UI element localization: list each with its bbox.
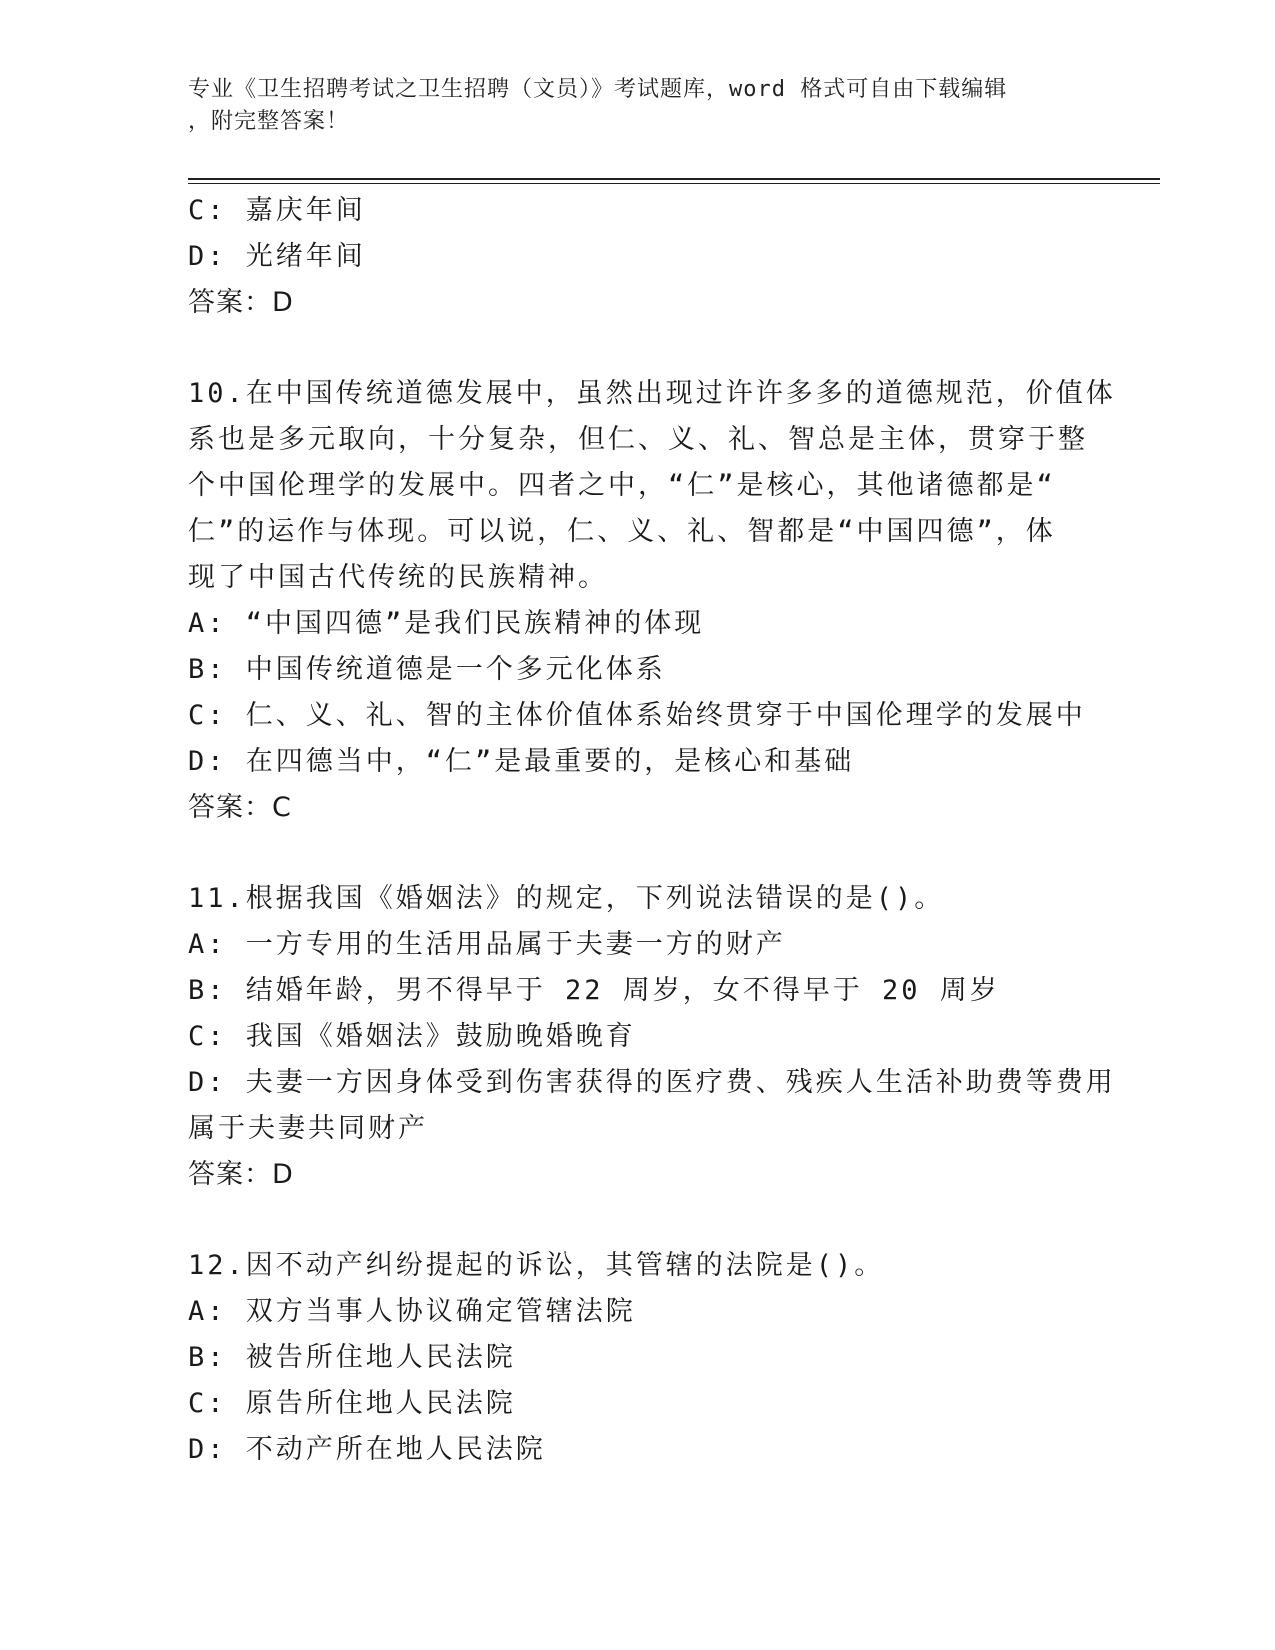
option-b: B: 被告所住地人民法院: [188, 1342, 516, 1373]
option-d-continued: 属于夫妻共同财产: [188, 1113, 428, 1144]
question-10: [188, 371, 1116, 831]
header-title-line-continued: ，附完整答案！: [188, 109, 350, 134]
header-divider-thin: [188, 183, 1160, 184]
option-c: C: 嘉庆年间: [188, 195, 366, 226]
spacer: [188, 326, 1088, 371]
answer-label: 答案：C: [188, 792, 292, 823]
option-b: B: 结婚年龄，男不得早于 22 周岁，女不得早于 20 周岁: [188, 975, 1000, 1006]
header-divider-thick: [188, 178, 1160, 180]
option-d: D: 光绪年间: [188, 241, 366, 272]
question-stem-line: 仁”的运作与体现。可以说，仁、义、礼、智都是“中国四德”，体: [188, 516, 1056, 547]
question-stem: 12.因不动产纠纷提起的诉讼，其管辖的法院是()。: [188, 1250, 885, 1281]
option-b: B: 中国传统道德是一个多元化体系: [188, 654, 666, 685]
answer-label: 答案：D: [188, 287, 294, 318]
question-12: [188, 1243, 1088, 1473]
question-11: [188, 876, 1116, 1198]
question-stem-line: 10.在中国传统道德发展中，虽然出现过许许多多的道德规范，价值体: [188, 378, 1116, 409]
option-d: D: 夫妻一方因身体受到伤害获得的医疗费、残疾人生活补助费等费用: [188, 1067, 1116, 1098]
option-a: A: “中国四德”是我们民族精神的体现: [188, 608, 705, 639]
option-c: C: 原告所住地人民法院: [188, 1388, 516, 1419]
question-9: [188, 188, 1088, 326]
question-stem-line: 现了中国古代传统的民族精神。: [188, 562, 608, 593]
option-c: C: 仁、义、礼、智的主体价值体系始终贯穿于中国伦理学的发展中: [188, 700, 1086, 731]
question-stem-line: 个中国伦理学的发展中。四者之中，“仁”是核心，其他诸德都是“: [188, 470, 1056, 501]
question-stem: 11.根据我国《婚姻法》的规定，下列说法错误的是()。: [188, 883, 945, 914]
spacer: [188, 1198, 1088, 1243]
option-a: A: 双方当事人协议确定管辖法院: [188, 1296, 636, 1327]
question-list: [188, 188, 1116, 1473]
option-d: D: 在四德当中，“仁”是最重要的，是核心和基础: [188, 746, 855, 777]
answer-label: 答案：D: [188, 1159, 294, 1190]
page-header: [188, 74, 1088, 138]
option-c: C: 我国《婚姻法》鼓励晚婚晚育: [188, 1021, 636, 1052]
question-stem-line: 系也是多元取向，十分复杂，但仁、义、礼、智总是主体，贯穿于整: [188, 424, 1088, 455]
option-d: D: 不动产所在地人民法院: [188, 1434, 546, 1465]
option-a: A: 一方专用的生活用品属于夫妻一方的财产: [188, 929, 786, 960]
header-title-line: 专业《卫生招聘考试之卫生招聘（文员）》考试题库，word 格式可自由下载编辑: [188, 77, 1008, 102]
spacer: [188, 831, 1088, 876]
